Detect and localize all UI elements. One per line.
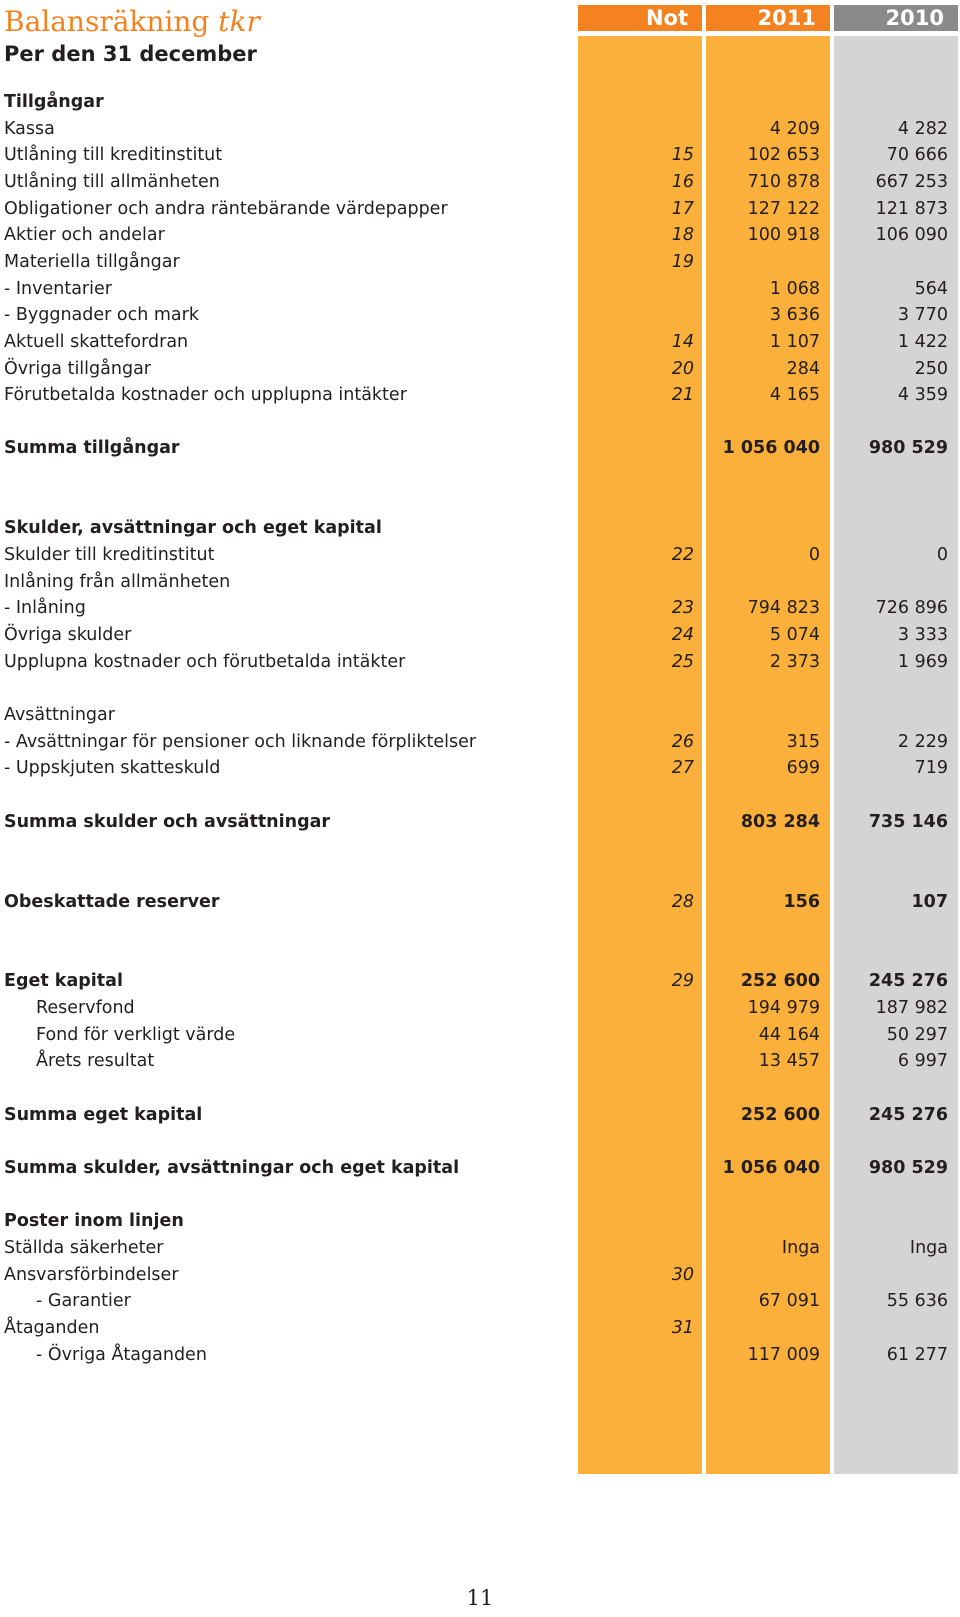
row-label: Skulder, avsättningar och eget kapital	[4, 518, 382, 539]
row-value-2011: 3 636	[769, 305, 820, 326]
table-row	[0, 1128, 960, 1154]
table-row	[0, 1208, 960, 1234]
row-value-2010: 6 997	[897, 1051, 948, 1072]
table-row	[0, 329, 960, 355]
row-value-2010: 3 770	[897, 305, 948, 326]
row-label: Summa skulder och avsättningar	[4, 811, 331, 832]
row-note: 26	[671, 731, 694, 752]
table-row	[0, 356, 960, 382]
header-note: Not	[578, 5, 702, 31]
row-value-2011: 117 009	[747, 1344, 820, 1365]
table-row	[0, 222, 960, 248]
row-value-2010: Inga	[909, 1237, 948, 1258]
table-row	[0, 809, 960, 835]
row-note: 24	[671, 625, 694, 645]
row-value-2010: 55 636	[886, 1291, 948, 1312]
row-value-2011: 252 600	[740, 1104, 820, 1125]
table-row	[0, 995, 960, 1021]
row-value-2011: 127 122	[747, 198, 820, 219]
row-value-2010: 50 297	[886, 1024, 948, 1045]
row-label: Obeskattade reserver	[4, 891, 220, 912]
row-note: 28	[671, 891, 694, 912]
table-row	[0, 889, 960, 915]
table-row	[0, 755, 960, 781]
table-row	[0, 462, 960, 488]
row-note: 27	[671, 758, 694, 779]
table-row	[0, 649, 960, 675]
row-value-2011: 100 918	[747, 225, 820, 246]
row-value-2011: 710 878	[747, 171, 820, 192]
row-value-2011: Inga	[781, 1237, 820, 1258]
row-value-2010: 4 282	[897, 118, 948, 139]
table-row	[0, 89, 960, 115]
row-label: Avsättningar	[4, 704, 115, 725]
row-label: Fond för verkligt värde	[36, 1024, 236, 1045]
table-row	[0, 1342, 960, 1368]
row-value-2011: 252 600	[740, 971, 820, 992]
row-label: - Inventarier	[4, 278, 112, 299]
row-label: - Byggnader och mark	[4, 305, 199, 326]
page-subtitle: Per den 31 december	[4, 42, 257, 66]
row-label: Eget kapital	[4, 971, 123, 992]
table-row	[0, 702, 960, 728]
table-row	[0, 595, 960, 621]
table-row	[0, 1262, 960, 1288]
row-value-2010: 4 359	[897, 385, 948, 406]
row-value-2011: 13 457	[758, 1051, 820, 1072]
row-label: Aktier och andelar	[4, 225, 165, 246]
row-value-2010: 667 253	[875, 171, 948, 192]
row-label: Utlåning till kreditinstitut	[4, 145, 223, 166]
row-label: Utlåning till allmänheten	[4, 171, 220, 192]
row-value-2010: 980 529	[868, 438, 948, 459]
table-row	[0, 729, 960, 755]
row-label: Summa skulder, avsättningar och eget kapital	[4, 1158, 460, 1178]
row-label: Årets resultat	[36, 1051, 155, 1072]
row-value-2010: 187 982	[875, 998, 948, 1019]
row-label: Tillgångar	[4, 92, 104, 112]
row-label: Summa tillgångar	[4, 438, 180, 459]
row-note: 29	[671, 971, 694, 992]
row-label: Ansvarsförbindelser	[4, 1264, 179, 1285]
page-title-unit: tkr	[218, 5, 260, 38]
row-note: 14	[671, 331, 694, 352]
row-value-2010: 2 229	[897, 731, 948, 752]
row-value-2010: 245 276	[868, 971, 948, 992]
table-row	[0, 835, 960, 861]
table-row	[0, 515, 960, 541]
table-row	[0, 116, 960, 142]
page-title-main: Balansräkning	[4, 5, 210, 38]
table-row	[0, 862, 960, 888]
row-value-2011: 194 979	[747, 998, 820, 1019]
row-label: - Inlåning	[4, 598, 86, 619]
row-label: Aktuell skattefordran	[4, 331, 189, 352]
row-label: Skulder till kreditinstitut	[4, 545, 215, 566]
row-value-2010: 980 529	[868, 1158, 948, 1178]
table-row	[0, 915, 960, 941]
table-row	[0, 782, 960, 808]
page-number: 11	[466, 1586, 494, 1610]
row-value-2011: 156	[783, 891, 820, 912]
row-value-2010: 250	[914, 358, 948, 379]
header-year-2011: 2011	[706, 5, 830, 31]
row-label: - Övriga Åtaganden	[36, 1344, 207, 1365]
table-row	[0, 569, 960, 595]
row-value-2011: 67 091	[758, 1291, 820, 1312]
table-row	[0, 942, 960, 968]
row-label: - Avsättningar för pensioner och liknande förpliktelser	[4, 731, 477, 752]
row-value-2010: 61 277	[886, 1344, 948, 1365]
row-label: Förutbetalda kostnader och upplupna intäkter	[4, 385, 407, 406]
row-value-2011: 4 165	[769, 385, 820, 406]
table-row	[0, 435, 960, 461]
row-label: - Uppskjuten skatteskuld	[4, 758, 221, 779]
table-row	[0, 1182, 960, 1208]
row-value-2011: 284	[786, 358, 820, 379]
row-label: Inlåning från allmänheten	[4, 571, 231, 592]
row-label: Reservfond	[36, 998, 135, 1019]
row-note: 18	[671, 225, 694, 246]
table-row	[0, 1048, 960, 1074]
row-label: Kassa	[4, 118, 55, 139]
header-year-2010: 2010	[834, 5, 958, 31]
table-row	[0, 302, 960, 328]
table-row	[0, 1022, 960, 1048]
row-value-2011: 5 074	[769, 625, 820, 645]
row-label: Åtaganden	[4, 1317, 100, 1338]
row-note: 20	[671, 358, 694, 379]
row-label: Övriga skulder	[4, 625, 132, 645]
row-note: 21	[671, 385, 694, 406]
row-value-2010: 107	[911, 891, 948, 912]
row-value-2010: 121 873	[875, 198, 948, 219]
table-row	[0, 1102, 960, 1128]
row-note: 17	[671, 198, 694, 219]
table-row	[0, 1155, 960, 1181]
table-row	[0, 1075, 960, 1101]
row-value-2011: 1 068	[769, 278, 820, 299]
row-value-2011: 4 209	[769, 118, 820, 139]
row-value-2010: 726 896	[875, 598, 948, 619]
table-row	[0, 382, 960, 408]
row-value-2010: 735 146	[868, 811, 948, 832]
table-row	[0, 542, 960, 568]
table-row	[0, 489, 960, 515]
row-value-2010: 1 969	[897, 651, 948, 672]
row-note: 19	[671, 251, 694, 272]
table-row	[0, 1315, 960, 1341]
row-value-2011: 794 823	[747, 598, 820, 619]
row-value-2011: 2 373	[769, 651, 820, 672]
table-row	[0, 1235, 960, 1261]
table-row	[0, 968, 960, 994]
row-label: Materiella tillgångar	[4, 251, 180, 272]
row-label: - Garantier	[36, 1291, 131, 1312]
row-value-2010: 70 666	[886, 145, 948, 166]
row-value-2010: 245 276	[868, 1104, 948, 1125]
table-row	[0, 249, 960, 275]
row-note: 25	[671, 651, 694, 672]
row-value-2011: 803 284	[740, 811, 820, 832]
row-note: 30	[671, 1264, 694, 1285]
row-value-2011: 1 056 040	[722, 438, 820, 459]
row-value-2010: 106 090	[875, 225, 948, 246]
row-note: 31	[671, 1317, 694, 1338]
table-row	[0, 1288, 960, 1314]
row-label: Upplupna kostnader och förutbetalda intäkter	[4, 651, 406, 672]
row-value-2011: 1 107	[769, 331, 820, 352]
table-row	[0, 196, 960, 222]
row-value-2010: 1 422	[897, 331, 948, 352]
table-row	[0, 675, 960, 701]
row-value-2011: 1 056 040	[722, 1158, 820, 1178]
row-value-2011: 102 653	[747, 145, 820, 166]
table-row	[0, 169, 960, 195]
row-note: 15	[671, 145, 694, 166]
row-label: Ställda säkerheter	[4, 1237, 164, 1258]
row-value-2010: 719	[914, 758, 948, 779]
row-label: Summa eget kapital	[4, 1104, 203, 1125]
row-label: Poster inom linjen	[4, 1211, 184, 1232]
row-label: Obligationer och andra räntebärande värdepapper	[4, 198, 448, 219]
row-value-2010: 564	[914, 278, 948, 299]
row-label: Övriga tillgångar	[4, 358, 151, 379]
row-note: 22	[671, 545, 694, 566]
row-note: 16	[671, 171, 694, 192]
row-value-2011: 315	[786, 731, 820, 752]
table-row	[0, 276, 960, 302]
table-row	[0, 622, 960, 648]
page-title	[4, 5, 260, 39]
row-value-2011: 44 164	[758, 1024, 820, 1045]
row-value-2011: 699	[786, 758, 820, 779]
row-value-2010: 0	[936, 545, 948, 566]
table-row	[0, 409, 960, 435]
row-value-2011: 0	[808, 545, 820, 566]
row-value-2010: 3 333	[897, 625, 948, 645]
row-note: 23	[671, 598, 694, 619]
table-row	[0, 142, 960, 168]
